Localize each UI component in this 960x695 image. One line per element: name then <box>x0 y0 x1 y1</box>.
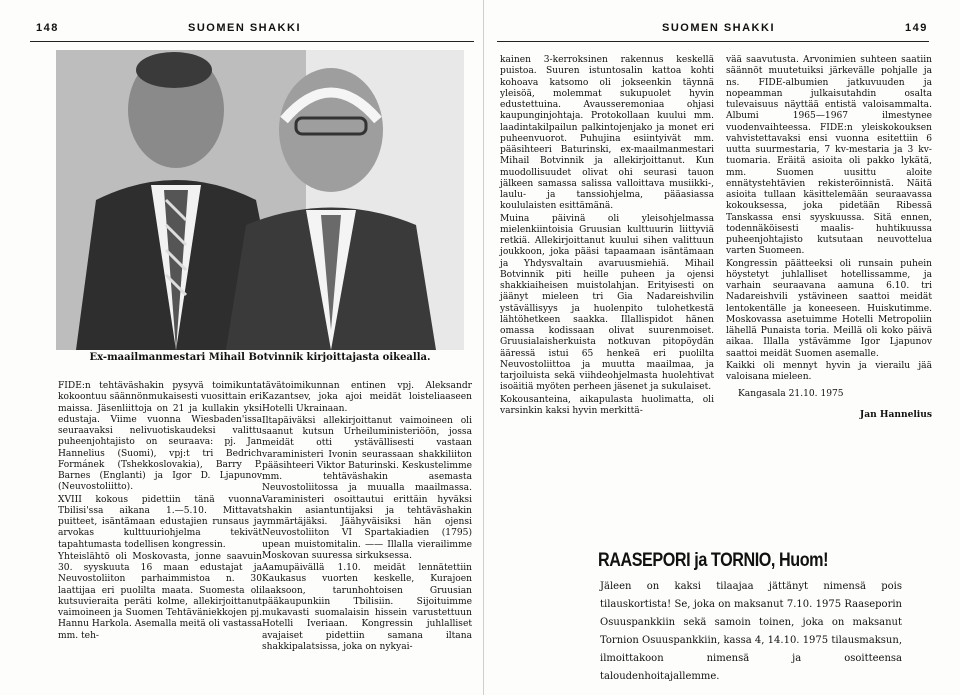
right-running-title: SUOMEN SHAKKI <box>662 22 776 34</box>
left-column-2 <box>262 381 472 654</box>
paragraph: Kongressin päätteeksi oli runsain puhein höystetyt juhlalliset hotellissamme, ja varhain seuraavana aamuna 6.10. tri Nadareishvili ystävineen saattoi meidät lentokentälle ja koneeseen. Huiskutimme. Moskovassa asetuimme Hotelli Metropoliin lähellä Punaista toria. Meillä oli koko päivä aikaa. Illalla ystävämme Igor Ljapunov saattoi meidät Suomen asemalle. <box>726 258 932 359</box>
left-column-1 <box>58 381 262 643</box>
paragraph: Aamupäivällä 1.10. meidät lennätettiin Kaukasus vuorten keskelle, Kurajoen laaksoon, tarunhohtoisen Gruusian pääkaupunkiin Tbilisiin. Sijoituimme mukavasti suomalaisin hissein varustettuun Hotelli Iveriaan. Kongressin juhlalliset avajaiset pidettiin samana iltana shakkipalatsissa, joka on nykyai- <box>262 563 472 652</box>
author-signature: Jan Hannelius <box>859 408 932 420</box>
right-column-1 <box>500 55 714 418</box>
left-header-rule <box>30 41 474 42</box>
right-column-2 <box>726 55 932 420</box>
paragraph: Iltapäiväksi allekirjoittanut vaimoineen oli saanut kutsun Urheiluministeriöön, jossa meidät otti ystävällisesti vastaan varaministeri Ivonin seurassaan shakkiliiton pääsihteeri Viktor Baturinski. Keskustelimme mm. tehtäväshakin asemasta Neuvostoliitossa ja muualla maailmassa. Varaministeri osoittautui erittäin hyväksi shakin asiantuntijaksi ja tehtäväshakin ymmärtäjäksi. Jäähyväisiksi hän ojensi Neuvostoliiton VI Spartakiadien (1795) upean muistomitalin. —— Illalla vierailimme Moskovan suuressa sirkuksessa. <box>262 415 472 561</box>
paragraph: Kokousanteina, aikapulasta huolimatta, oli varsinkin kaksi hyvin merkittä- <box>500 394 714 416</box>
paragraph: Kaikki oli mennyt hyvin ja vierailu jää valoisana mieleen. <box>726 360 932 382</box>
paragraph: Muina päivinä oli yleisohjelmassa mielenkiintoisia Gruusian kulttuurin liittyviä retkiä. Allekirjoittanut kuului sihen valittuun joukkoon, joka pääsi tapaamaan isäntämaan ja Yhdysvaltain avaruusmiehiä. Mihail Botvinnik piti heille puheen ja ojensi shakkiaiheisen muistolahjan. Erityisesti on jäänyt mieleen tri Gia Nadareishvilin ystävällisyys ja huolenpito tulohetkestä lähtöhetkeen saakka. Illallispidot hänen omassa kodissaan olivat suurenmoiset. Gruusialaisherkuista notkuvan pitopöydän ääressä istui 65 henkeä eri puolilta Neuvostoliittoa ja muutta maailmaa, ja tarjoiluista sekä viihdeohjelmasta huolehtivat isoäitiä myöten perheen jäsenet ja sukulaiset. <box>500 213 714 393</box>
paragraph: kainen 3-kerroksinen rakennus keskellä puistoa. Suuren istuntosalin kattoa kohti kohoava katsomo oli jokseenkin täynnä yleisöä, molemmat sukupuolet hyvin edustettuina. Avausseremoniaa ohjasi kaupunginjohtaja. Protokollaan kuului mm. laadintakilpailun palkintojenjako ja monet eri puheenvuorot. Puhujina esiintyivät mm. pääsihteeri Baturinski, ex-maailmanmestari Mihail Botvinnik ja allekirjoittanut. Kun muodollisuudet olivat ohi seurasi tauon jälkeen samassa salissa valloittava musiikki-, laulu- ja tanssiohjelma, pääasiassa koululaisten esittämänä. <box>500 55 714 212</box>
left-page-number: 148 <box>36 22 59 34</box>
dateline: Kangasala 21.10. 1975 <box>738 389 844 400</box>
notice-text: Jäleen on kaksi tilaajaa jättänyt nimensä pois tilauskortista! Se, joka on maksanut 7.10. 1975 Raaseporin Osuuspankkiin sekä samoin toinen, joka on maksanut Tornion Osuuspankkiin, kassa 4, 14.10. 1975 tilausmaksun, ilmoittakoon nimensä ja osoitteensa taloudenhoitajallemme. <box>600 581 902 682</box>
photo-caption: Ex-maailmanmestari Mihail Botvinnik kirjoittajasta oikealla. <box>89 352 431 363</box>
paragraph: vää saavutusta. Arvonimien suhteen saatiin säännöt muutetuiksi järkevälle pohjalle ja ns. FIDE-albumien jatkuvuuden ja nopeamman julkaisutahdin osalta tulevaisuus näyttää entistä valoisammalta. Albumi 1965—1967 ilmestynee vuodenvaihteessa. FIDE:n yleiskokouksen vahvistettavaksi ensi vuonna esitettiin 6 uutta suurmestaria, 7 kv-mestaria ja 3 kv-tuomaria. Eräitä asioita oli pakko lykätä, mm. Suomen uusittu aloite ennätystehtävien rekisteröinnistä. Näitä asioita tullaan käsittelemään seuraavassa kokouksessa, joka pidetään Ribessä Tanskassa ensi syyskuussa. Sitä ennen, todennäköisesti maalis- huhtikuussa puheenjohtajisto kutsutaan neuvottelua varten Suomeen. <box>726 55 932 257</box>
right-page-number: 149 <box>905 22 928 34</box>
paragraph: Yhteislähtö oli Moskovasta, jonne saavuin 30. syyskuuta 16 maan edustajat ja Neuvostoliiton parhaimmistoa n. 30 laattijaa eri puolilta maata. Suomesta oli kutsuvieraita peräti kolme, allekirjoittanut vaimoineen ja Suomen Tehtäväniekkojen pj. Hannu Harkola. Asemalla meitä oli vastassa mm. teh- <box>58 551 262 641</box>
paragraph: FIDE:n tehtäväshakin pysyvä toimikunta kokoontuu säännönmukaisesti vuosittain eri maissa. Jäsenliittoja on 21 ja kullakin yksi edustaja. Viime vuonna Wiesbaden'issa seuraavaksi nelivuotiskaudeksi valittu puheenjohtajisto on seuraava: pj. Jan Hannelius (Suomi), vpj:t tri Bedrich Formánek (Tshekkoslovakia), Barry P. Barnes (Englanti) ja Igor D. Ljapunov (Neuvostoliitto). <box>58 381 262 493</box>
botvinnik-photo <box>56 50 464 350</box>
paragraph: tävätoimikunnan entinen vpj. Aleksandr Kazantsev, joka ajoi meidät loisteliaaseen Hotelli Ukrainaan. <box>262 381 472 414</box>
notice-title: RAASEPORI ja TORNIO, Huom! <box>598 550 829 571</box>
left-running-title: SUOMEN SHAKKI <box>188 22 302 34</box>
page-gutter <box>483 0 484 695</box>
photo-illustration <box>56 50 464 350</box>
right-header-rule <box>497 41 929 42</box>
paragraph: XVIII kokous pidettiin tänä vuonna Tbilisi'ssa aikana 1.—5.10. Mittavat puitteet, isäntämaan edustajien runsaus ja arvokas kulttuuriohjelma tekivät tapahtumasta todellisen kongressin. <box>58 494 262 550</box>
